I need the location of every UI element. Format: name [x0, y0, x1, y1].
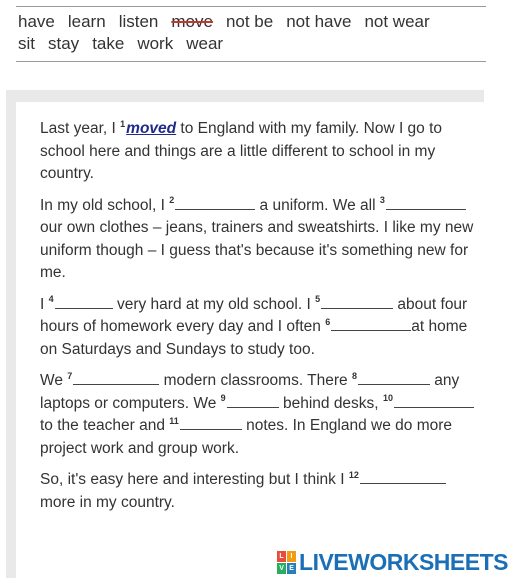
logo-text: LIVEWORKSHEETS: [299, 549, 508, 575]
word-not-be: not be: [225, 12, 274, 31]
example-answer: moved: [126, 120, 177, 137]
passage: [40, 118, 480, 523]
word-bank-row-1: [18, 11, 486, 33]
answer-blank-3[interactable]: [386, 195, 466, 210]
word-take: take: [92, 34, 125, 53]
answer-blank-10[interactable]: [394, 393, 474, 408]
paragraph-5: So, it's easy here and interesting but I think I $^{12}$ more in my country.: [40, 469, 480, 514]
word-stay: stay: [48, 34, 80, 53]
paragraph-2: In my old school, I $^2$ a uniform. We all $^3$ our own clothes – jeans, trainers and sweatshirts. I like my new uniform though – I guess that's because it's something new for me.: [40, 195, 474, 281]
logo-mark-icon: L I V E: [277, 551, 297, 575]
word-have: have: [18, 12, 55, 31]
word-learn: learn: [67, 12, 106, 31]
answer-blank-6[interactable]: [331, 316, 411, 331]
paragraph-4: We $^7$ modern classrooms. There $^8$ any laptops or computers. We $^9$ behind desks, $^{10}$ to the teacher and $^{11}$ notes. In England we do more project work and group work.: [40, 370, 480, 460]
answer-blank-5[interactable]: [321, 294, 393, 309]
answer-blank-12[interactable]: [360, 469, 446, 484]
paragraph-1: Last year, I $^1$moved to England with my family. Now I go to school here and things are a little different to school in my country.: [40, 118, 443, 182]
word-sit: sit: [18, 34, 35, 53]
word-wear: wear: [186, 34, 224, 53]
paragraph-3: I $^4$ very hard at my old school. I $^5$ about four hours of homework every day and I often $^6$ at home on Saturdays and Sundays to study too.: [40, 294, 468, 358]
word-not-wear: not wear: [364, 12, 430, 31]
answer-blank-2[interactable]: [175, 195, 255, 210]
answer-blank-9[interactable]: [227, 393, 279, 408]
gap-number-1: 1: [120, 118, 126, 129]
word-not-have: not have: [286, 12, 352, 31]
word-move-struck: move: [171, 12, 213, 31]
word-listen: listen: [118, 12, 159, 31]
word-bank-row-2: [18, 33, 486, 55]
answer-blank-8[interactable]: [358, 370, 430, 385]
answer-blank-11[interactable]: [180, 415, 242, 430]
word-work: work: [137, 34, 174, 53]
liveworksheets-logo: [277, 549, 508, 576]
answer-blank-4[interactable]: [55, 294, 113, 309]
word-bank: [16, 6, 486, 62]
answer-blank-7[interactable]: [73, 370, 159, 385]
